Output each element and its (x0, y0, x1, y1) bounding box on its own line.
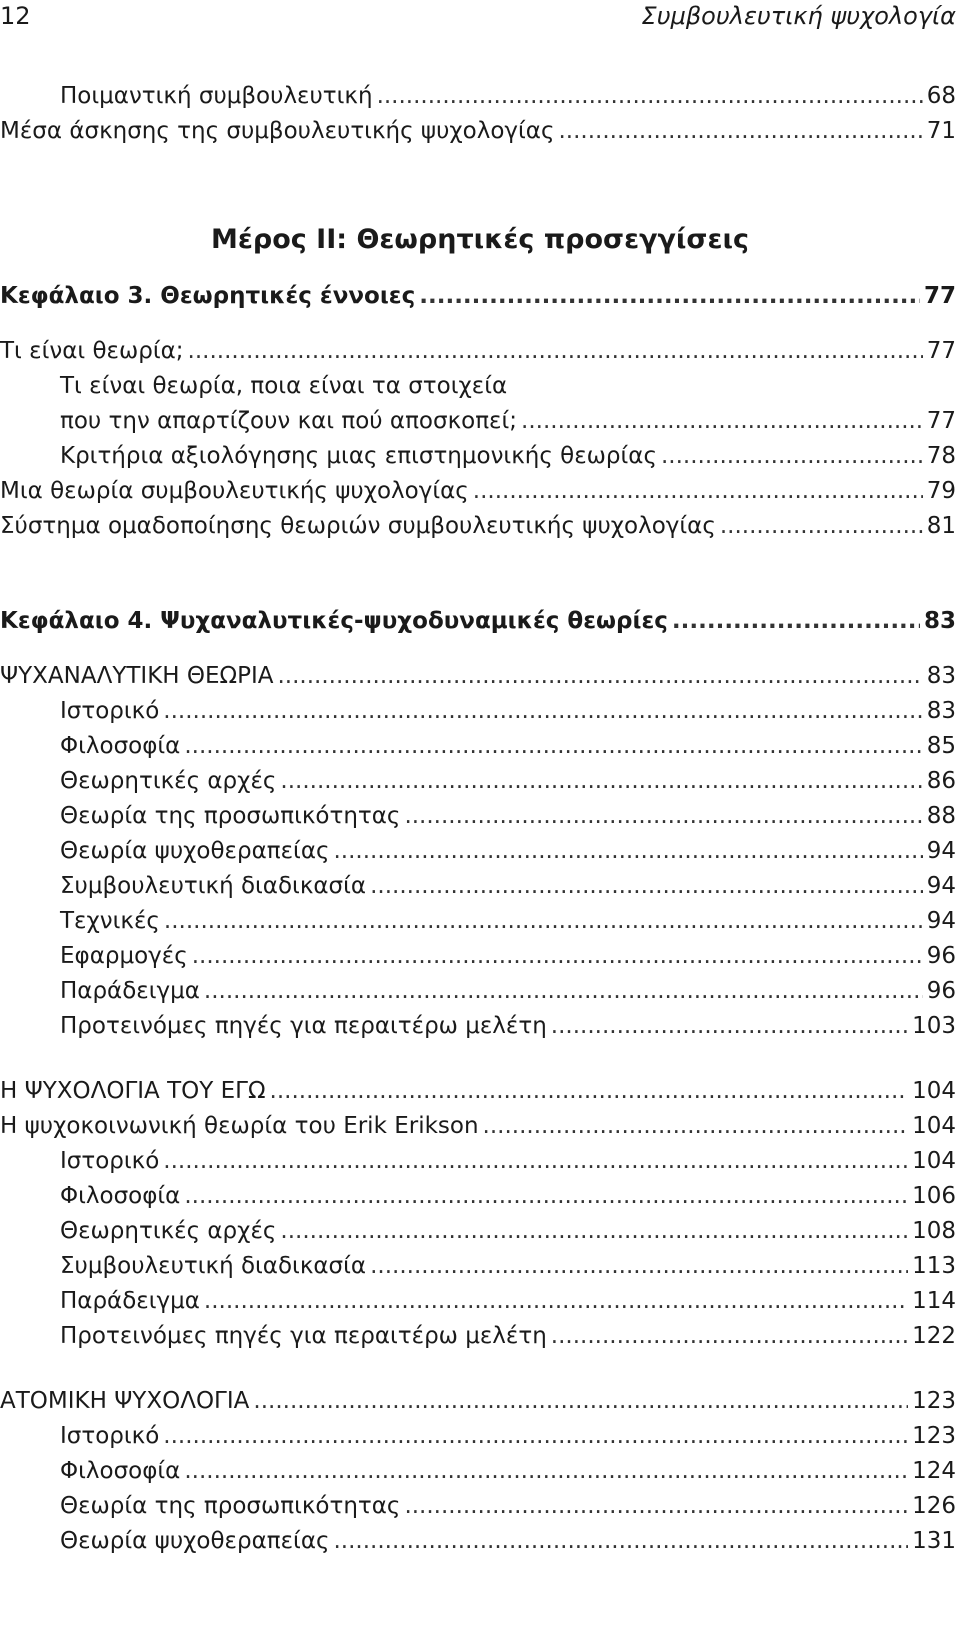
toc-entry-page: 108 (912, 1218, 956, 1244)
dot-leader (333, 1525, 908, 1557)
toc-entry-page: 94 (926, 908, 956, 934)
toc-entry-page: 88 (926, 803, 956, 829)
dot-leader (184, 730, 922, 762)
toc-entry-label: Τι είναι θεωρία, ποια είναι τα στοιχεία (60, 373, 508, 399)
toc-entry-filosofia[interactable] (0, 730, 960, 762)
toc-entry-label: Φιλοσοφία (60, 733, 181, 759)
toc-entry-label: Θεωρία της προσωπικότητας (60, 1493, 401, 1519)
toc-entry-mia-theoria[interactable] (0, 475, 960, 507)
toc-entry-label: Κεφάλαιο 4. Ψυχαναλυτικές-ψυχοδυναμικές θεωρίες (0, 608, 668, 634)
dot-leader (521, 405, 923, 437)
toc-entry-page: 123 (912, 1388, 956, 1414)
toc-entry-label: Εφαρμογές (60, 943, 188, 969)
dot-leader (192, 940, 923, 972)
toc-entry-label: Μια θεωρία συμβουλευτικής ψυχολογίας (0, 478, 469, 504)
toc-entry-page: 78 (926, 443, 956, 469)
toc-entry-page: 103 (912, 1013, 956, 1039)
toc-entry-page: 94 (926, 838, 956, 864)
dot-leader (370, 1250, 908, 1282)
dot-leader (720, 510, 923, 542)
dot-leader (164, 905, 923, 937)
dot-leader (163, 1420, 908, 1452)
toc-entry-label: Θεωρητικές αρχές (60, 1218, 277, 1244)
toc-entry-label: Προτεινόμες πηγές για περαιτέρω μελέτη (60, 1013, 547, 1039)
dot-leader (404, 800, 922, 832)
toc-entry-label: Ιστορικό (60, 698, 160, 724)
toc-entry-page: 104 (912, 1078, 956, 1104)
dot-leader (270, 1075, 909, 1107)
toc-entry-page: 77 (926, 338, 956, 364)
toc-entry-label: Ιστορικό (60, 1423, 160, 1449)
toc-entry-efarmoges[interactable] (0, 940, 960, 972)
toc-entry-paradeigma-2[interactable] (0, 1285, 960, 1317)
toc-entry-label: Παράδειγμα (60, 1288, 200, 1314)
part-title: Μέρος ΙΙ: Θεωρητικές προσεγγίσεις (210, 224, 749, 255)
toc-entry-istoriko-3[interactable] (0, 1420, 960, 1452)
toc-entry-mesa-askisis[interactable] (0, 115, 960, 147)
page-number: 12 (0, 2, 31, 30)
toc-entry-label: Παράδειγμα (60, 978, 200, 1004)
toc-entry-label: Τι είναι θεωρία; (0, 338, 184, 364)
toc-entry-symvouleftiki-diadikasia[interactable] (0, 870, 960, 902)
toc-entry-atomiki-psychologia[interactable] (0, 1385, 960, 1417)
dot-leader (551, 1010, 908, 1042)
toc-entry-symvouleftiki-diadikasia-2[interactable] (0, 1250, 960, 1282)
toc-entry-chapter-4[interactable] (0, 605, 960, 637)
toc-entry-poimantiki[interactable] (0, 80, 960, 112)
toc-entry-chapter-3[interactable] (0, 280, 960, 312)
dot-leader (558, 115, 922, 147)
toc-entry-page: 83 (923, 608, 956, 634)
dot-leader (204, 975, 923, 1007)
dot-leader (184, 1455, 908, 1487)
dot-leader (551, 1320, 908, 1352)
toc-entry-label: Θεωρία ψυχοθεραπείας (60, 1528, 330, 1554)
toc-entry-label: Η ψυχοκοινωνική θεωρία του Erik Erikson (0, 1113, 479, 1139)
toc-entry-theoria-prosopikotitas[interactable] (0, 800, 960, 832)
dot-leader (280, 765, 922, 797)
toc-entry-label: Θεωρία ψυχοθεραπείας (60, 838, 330, 864)
toc-entry-paradeigma[interactable] (0, 975, 960, 1007)
toc-entry-page: 81 (926, 513, 956, 539)
toc-entry-theoria-psychotherapeias[interactable] (0, 835, 960, 867)
toc-entry-filosofia-2[interactable] (0, 1180, 960, 1212)
dot-leader (419, 280, 920, 312)
dot-leader (253, 1385, 908, 1417)
toc-entry-page: 131 (912, 1528, 956, 1554)
toc-entry-label: Προτεινόμες πηγές για περαιτέρω μελέτη (60, 1323, 547, 1349)
dot-leader (672, 605, 920, 637)
toc-entry-page: 126 (912, 1493, 956, 1519)
toc-entry-page: 83 (926, 663, 956, 689)
dot-leader (404, 1490, 908, 1522)
toc-entry-filosofia-3[interactable] (0, 1455, 960, 1487)
toc-entry-page: 86 (926, 768, 956, 794)
toc-entry-systima[interactable] (0, 510, 960, 542)
dot-leader (188, 335, 923, 367)
page-header (0, 0, 960, 32)
dot-leader (333, 835, 922, 867)
toc-entry-label: Θεωρητικές αρχές (60, 768, 277, 794)
toc-entry-page: 68 (926, 83, 956, 109)
dot-leader (377, 80, 923, 112)
toc-entry-page: 77 (926, 408, 956, 434)
toc-entry-proteinomes-piges[interactable] (0, 1010, 960, 1042)
toc-entry-texnikes[interactable] (0, 905, 960, 937)
toc-entry-ti-einai-theoria[interactable] (0, 335, 960, 367)
toc-entry-label: ΑΤΟΜΙΚΗ ΨΥΧΟΛΟΓΙΑ (0, 1388, 250, 1414)
toc-entry-theoritikes-arxes[interactable] (0, 765, 960, 797)
toc-entry-label: Σύστημα ομαδοποίησης θεωριών συμβουλευτικής ψυχολογίας (0, 513, 716, 539)
toc-entry-page: 106 (912, 1183, 956, 1209)
toc-entry-label: Ιστορικό (60, 1148, 160, 1174)
toc-entry-psychanalytiki[interactable] (0, 660, 960, 692)
toc-entry-page: 123 (912, 1423, 956, 1449)
toc-entry-label: Συμβουλευτική διαδικασία (60, 873, 367, 899)
toc-entry-kritiria[interactable] (0, 440, 960, 472)
toc-entry-page: 94 (926, 873, 956, 899)
toc-entry-label: Τεχνικές (60, 908, 160, 934)
toc-entry-label: Ποιμαντική συμβουλευτική (60, 83, 373, 109)
toc-entry-theoria-psychotherapeias-2[interactable] (0, 1525, 960, 1557)
dot-leader (483, 1110, 909, 1142)
running-title: Συμβουλευτική ψυχολογία (641, 2, 956, 30)
toc-entry-proteinomes-piges-2[interactable] (0, 1320, 960, 1352)
toc-entry-page: 85 (926, 733, 956, 759)
toc-entry-page: 104 (912, 1148, 956, 1174)
toc-entry-label: Η ΨΥΧΟΛΟΓΙΑ ΤΟΥ ΕΓΩ (0, 1078, 266, 1104)
toc-entry-page: 124 (912, 1458, 956, 1484)
dot-leader (184, 1180, 908, 1212)
dot-leader (280, 1215, 908, 1247)
toc-entry-page: 113 (912, 1253, 956, 1279)
toc-entry-label: Κεφάλαιο 3. Θεωρητικές έννοιες (0, 283, 416, 309)
dot-leader (661, 440, 923, 472)
toc-entry-label: Φιλοσοφία (60, 1183, 181, 1209)
dot-leader (163, 1145, 908, 1177)
dot-leader (277, 660, 922, 692)
toc-entry-label: Κριτήρια αξιολόγησης μιας επιστημονικής θεωρίας (60, 443, 657, 469)
toc-entry-page: 96 (926, 978, 956, 1004)
toc-entry-erikson[interactable] (0, 1110, 960, 1142)
toc-entry-page: 96 (926, 943, 956, 969)
dot-leader (370, 870, 923, 902)
toc-entry-page: 122 (912, 1323, 956, 1349)
toc-entry-istoriko-2[interactable] (0, 1145, 960, 1177)
toc-entry-ti-einai-theoria-line1[interactable] (0, 370, 960, 402)
toc-entry-page: 83 (926, 698, 956, 724)
toc-entry-page: 77 (923, 283, 956, 309)
toc-entry-page: 114 (912, 1288, 956, 1314)
toc-entry-page: 71 (926, 118, 956, 144)
toc-entry-label: ΨΥΧΑΝΑΛΥΤΙΚΗ ΘΕΩΡΙΑ (0, 663, 274, 689)
toc-entry-label: Φιλοσοφία (60, 1458, 181, 1484)
dot-leader (163, 695, 922, 727)
toc-entry-page: 104 (912, 1113, 956, 1139)
dot-leader (204, 1285, 908, 1317)
toc-entry-label: Μέσα άσκησης της συμβουλευτικής ψυχολογίας (0, 118, 555, 144)
toc-entry-page: 79 (926, 478, 956, 504)
toc-entry-label: που την απαρτίζουν και πού αποσκοπεί; (60, 408, 518, 434)
toc-entry-label: Θεωρία της προσωπικότητας (60, 803, 401, 829)
toc-entry-psychologia-tou-ego[interactable] (0, 1075, 960, 1107)
toc-entry-istoriko[interactable] (0, 695, 960, 727)
dot-leader (473, 475, 923, 507)
toc-entry-theoritikes-arxes-2[interactable] (0, 1215, 960, 1247)
toc-entry-theoria-prosopikotitas-2[interactable] (0, 1490, 960, 1522)
toc-entry-label: Συμβουλευτική διαδικασία (60, 1253, 367, 1279)
toc-entry-ti-einai-theoria-line2[interactable] (0, 405, 960, 437)
